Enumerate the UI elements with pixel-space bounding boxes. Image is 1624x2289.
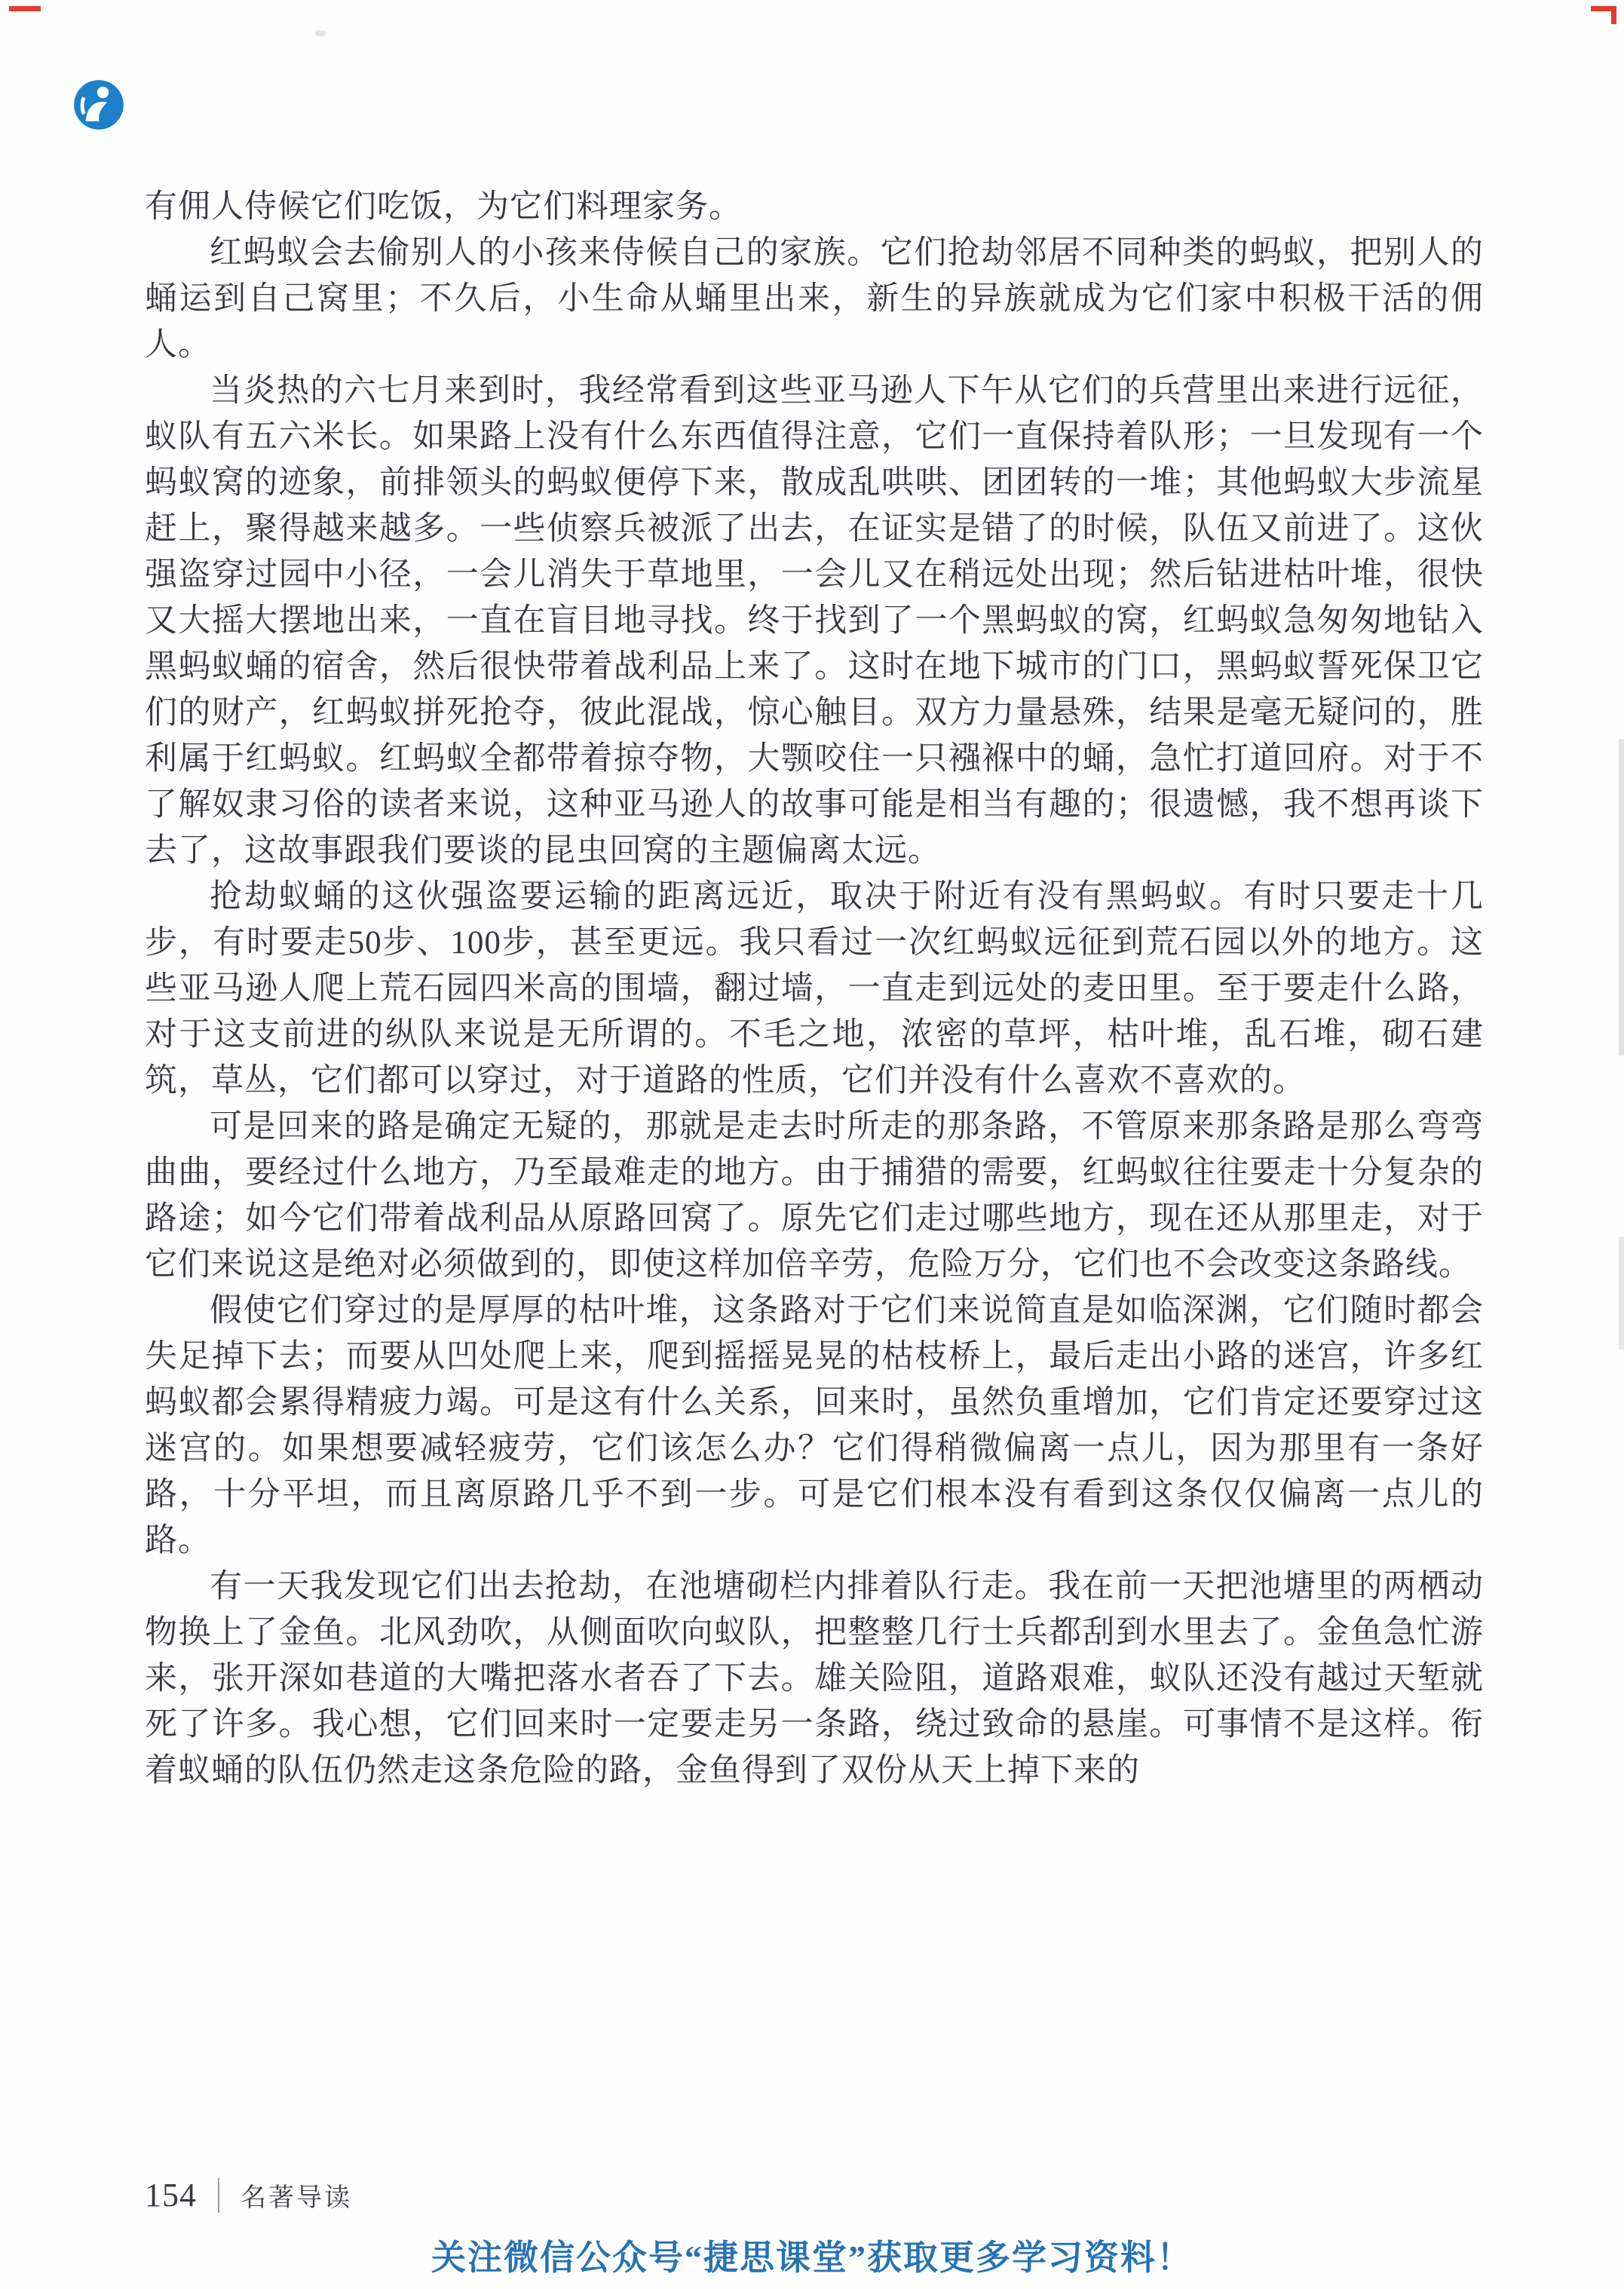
body-paragraph: 抢劫蚁蛹的这伙强盗要运输的距离远近，取决于附近有没有黑蚂蚁。有时只要走十几步，有时要走50步、100步，甚至更远。我只看过一次红蚂蚁远征到荒石园以外的地方。这些亚马逊人爬上荒石园四米高的围墙，翻过墙，一直走到远处的麦田里。至于要走什么路，对于这支前进的纵队来说是无所谓的。不毛之地，浓密的草坪，枯叶堆，乱石堆，砌石建筑，草丛，它们都可以穿过，对于道路的性质，它们并没有什么喜欢不喜欢的。 [145, 879, 1484, 1099]
scan-artifact-top [315, 30, 326, 36]
promo-footer-text: 关注微信公众号“捷思课堂”获取更多学习资料！ [431, 2238, 1193, 2277]
page-body-text [145, 184, 1484, 1794]
scan-artifact-right-edge-1 [1619, 739, 1624, 1056]
body-paragraph: 有佣人侍候它们吃饭，为它们料理家务。 [145, 189, 742, 225]
body-paragraph: 有一天我发现它们出去抢劫，在池塘砌栏内排着队行走。我在前一天把池塘里的两栖动物换上了金鱼。北风劲吹，从侧面吹向蚁队，把整整几行士兵都刮到水里去了。金鱼急忙游来，张开深如巷道的大嘴把落水者吞了下去。雄关险阻，道路艰难，蚁队还没有越过天堑就死了许多。我心想，它们回来时一定要走另一条路，绕过致命的悬崖。可事情不是这样。衔着蚁蛹的队伍仍然走这条危险的路，金鱼得到了双份从天上掉下来的 [145, 1569, 1484, 1788]
footer-divider [218, 2178, 219, 2213]
page-number: 154 [145, 2177, 197, 2214]
body-paragraph: 可是回来的路是确定无疑的，那就是走去时所走的那条路，不管原来那条路是那么弯弯曲曲，要经过什么地方，乃至最难走的地方。由于捕猎的需要，红蚂蚁往往要走十分复杂的路途；如今它们带着战利品从原路回窝了。原先它们走过哪些地方，现在还从那里走，对于它们来说这是绝对必须做到的，即使这样加倍辛劳，危险万分，它们也不会改变这条路线。 [145, 1109, 1484, 1282]
section-title: 名著导读 [241, 2184, 352, 2212]
body-paragraph: 红蚂蚁会去偷别人的小孩来侍候自己的家族。它们抢劫邻居不同种类的蚂蚁，把别人的蛹运到自己窝里；不久后，小生命从蛹里出来，新生的异族就成为它们家中积极干活的佣人。 [145, 235, 1484, 363]
scan-crop-mark-top-left [9, 6, 41, 11]
page-footer [145, 2176, 352, 2214]
body-paragraph: 当炎热的六七月来到时，我经常看到这些亚马逊人下午从它们的兵营里出来进行远征，蚁队有五六米长。如果路上没有什么东西值得注意，它们一直保持着队形；一旦发现有一个蚂蚁窝的迹象，前排领头的蚂蚁便停下来，散成乱哄哄、团团转的一堆；其他蚂蚁大步流星赶上，聚得越来越多。一些侦察兵被派了出去，在证实是错了的时候，队伍又前进了。这伙强盗穿过园中小径，一会儿消失于草地里，一会儿又在稍远处出现；然后钻进枯叶堆，很快又大摇大摆地出来，一直在盲目地寻找。终于找到了一个黑蚂蚁的窝，红蚂蚁急匆匆地钻入黑蚂蚁蛹的宿舍，然后很快带着战利品上来了。这时在地下城市的门口，黑蚂蚁誓死保卫它们的财产，红蚂蚁拼死抢夺，彼此混战，惊心触目。双方力量悬殊，结果是毫无疑问的，胜利属于红蚂蚁。红蚂蚁全都带着掠夺物，大颚咬住一只襁褓中的蛹，急忙打道回府。对于不了解奴隶习俗的读者来说，这种亚马逊人的故事可能是相当有趣的；很遗憾，我不想再谈下去了，这故事跟我们要谈的昆虫回窝的主题偏离太远。 [145, 373, 1484, 869]
scan-artifact-right-edge-2 [1619, 1236, 1624, 1350]
publisher-logo-icon [72, 78, 125, 131]
body-paragraph: 假使它们穿过的是厚厚的枯叶堆，这条路对于它们来说简直是如临深渊，它们随时都会失足掉下去；而要从凹处爬上来，爬到摇摇晃晃的枯枝桥上，最后走出小路的迷宫，许多红蚂蚁都会累得精疲力竭。可是这有什么关系，回来时，虽然负重增加，它们肯定还要穿过这迷宫的。如果想要减轻疲劳，它们该怎么办？它们得稍微偏离一点儿，因为那里有一条好路，十分平坦，而且离原路几乎不到一步。可是它们根本没有看到这条仅仅偏离一点儿的路。 [145, 1293, 1484, 1558]
scan-crop-mark-top-right-vertical [1611, 6, 1616, 24]
